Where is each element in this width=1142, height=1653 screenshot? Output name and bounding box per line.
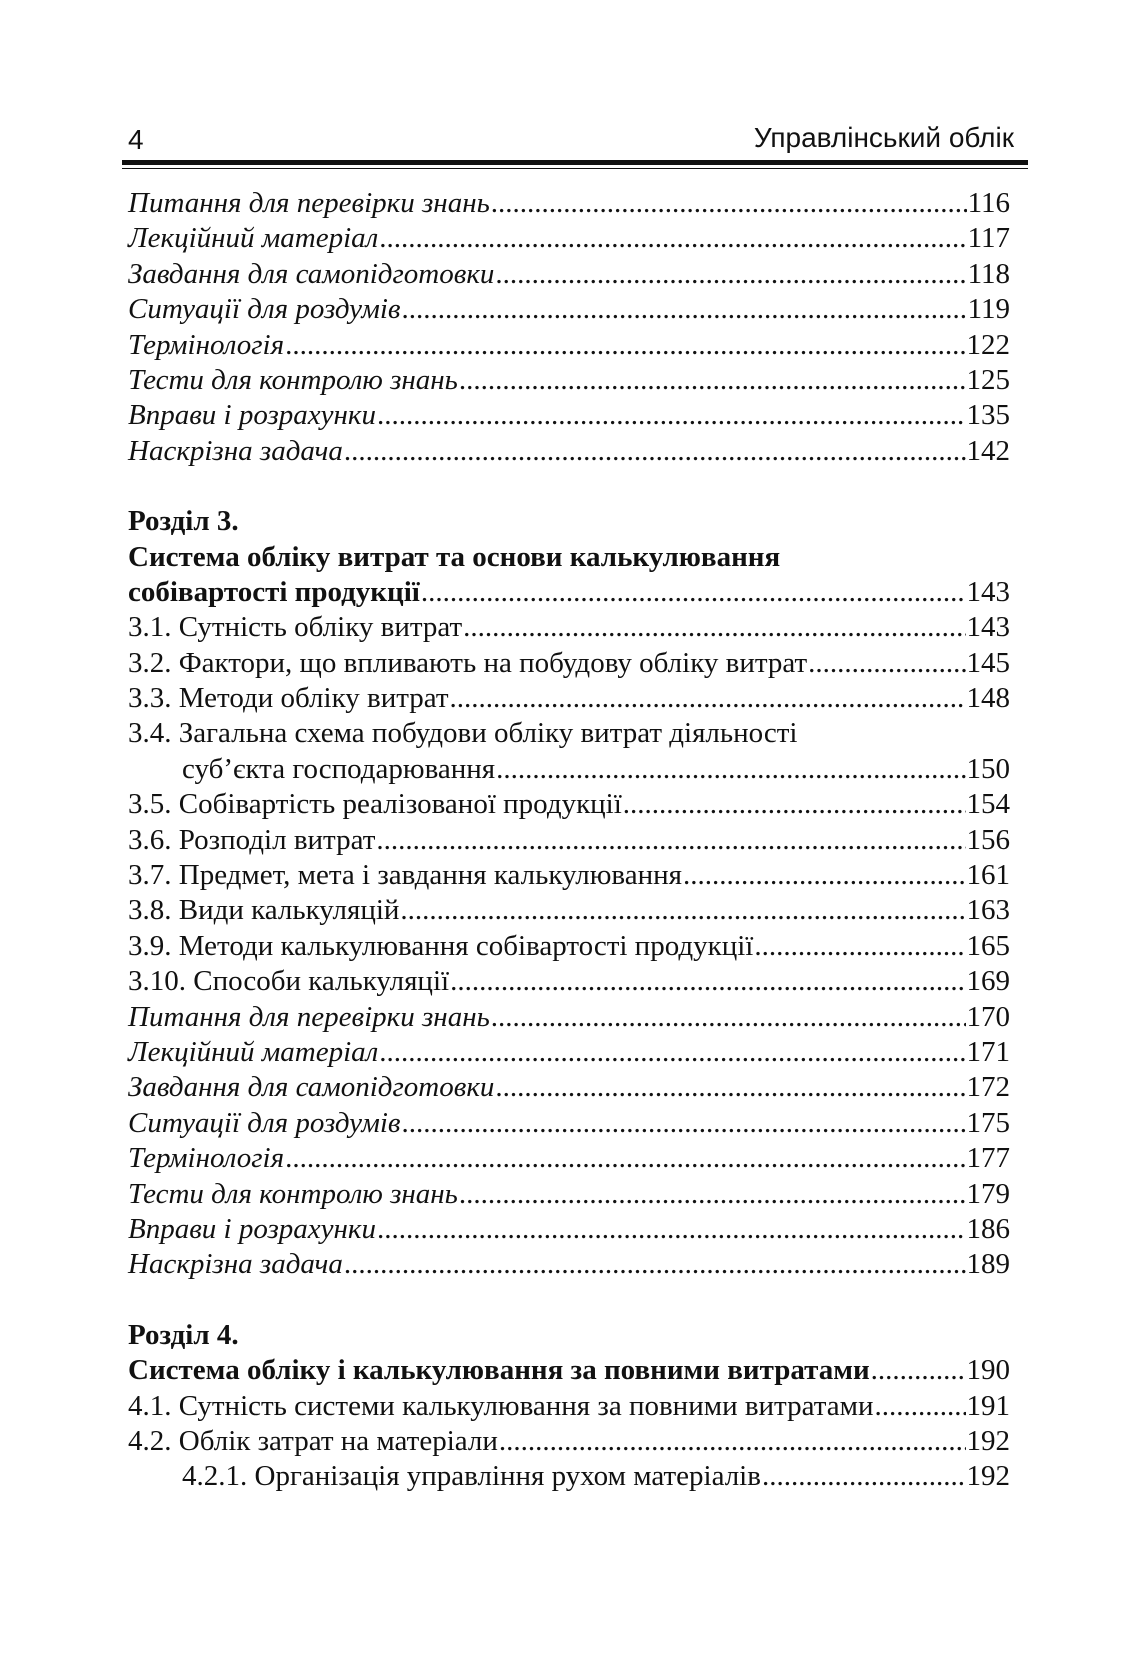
toc-entry[interactable] (128, 681, 1010, 716)
toc-entry-title: Ситуації для роздумів (128, 1106, 401, 1139)
toc-entry-page: 169 (966, 965, 1010, 998)
toc-entry-title: Лекційний матеріал (128, 222, 379, 255)
toc-subentry[interactable] (128, 1459, 1010, 1494)
dot-leader (400, 893, 965, 928)
table-of-contents (128, 186, 1010, 1495)
dot-leader (762, 1459, 966, 1494)
dot-leader (874, 1389, 965, 1424)
page-number: 4 (128, 124, 144, 155)
toc-entry-page: 177 (966, 1142, 1010, 1175)
toc-entry[interactable] (128, 1035, 1010, 1070)
toc-entry-page: 145 (966, 646, 1010, 679)
toc-entry[interactable] (128, 1106, 1010, 1141)
toc-entry-page: 143 (966, 611, 1010, 644)
toc-entry-page: 148 (966, 682, 1010, 715)
toc-entry[interactable] (128, 787, 1010, 822)
toc-entry-title: суб’єкта господарювання (182, 752, 496, 785)
dot-leader (401, 1106, 965, 1141)
toc-entry[interactable] (128, 1389, 1010, 1424)
toc-entry-title: Наскрізна задача (128, 1248, 343, 1281)
toc-entry-title: Наскрізна задача (128, 434, 343, 467)
section-4-title[interactable] (128, 1353, 1010, 1388)
toc-entry-title: Термінологія (128, 1142, 285, 1175)
toc-entry-title: Питання для перевірки знань (128, 1000, 490, 1033)
dot-leader (401, 292, 966, 327)
toc-entry-title: Тести для контролю знань (128, 363, 458, 396)
toc-entry-page: 186 (966, 1212, 1010, 1245)
dot-leader (491, 1000, 966, 1035)
toc-entry-page: 117 (967, 222, 1010, 255)
toc-entry[interactable] (128, 858, 1010, 893)
toc-entry-title: Система обліку і калькулювання за повними витратами (128, 1354, 870, 1387)
section-4-label: Розділ 4. (128, 1318, 239, 1351)
toc-entry-page: 190 (966, 1354, 1010, 1387)
toc-entry[interactable] (128, 1247, 1010, 1282)
toc-entry[interactable] (128, 929, 1010, 964)
toc-entry-page: 171 (966, 1035, 1010, 1068)
toc-entry-title: Лекційний матеріал (128, 1035, 379, 1068)
toc-entry-title: Завдання для самопідготовки (128, 1071, 495, 1104)
toc-entry-title: Ситуації для роздумів (128, 293, 401, 326)
toc-entry-title: Вправи і розрахунки (128, 1212, 376, 1245)
toc-entry-page: 163 (966, 894, 1010, 927)
toc-entry-page: 142 (966, 434, 1010, 467)
dot-leader (376, 823, 965, 858)
dot-leader (379, 1035, 965, 1070)
toc-entry-title: 4.2. Облік затрат на матеріали (128, 1424, 498, 1457)
toc-entry-page: 175 (966, 1106, 1010, 1139)
toc-entry-page: 116 (967, 187, 1010, 219)
header-rule-thick (122, 160, 1028, 165)
toc-entry[interactable] (128, 964, 1010, 999)
dot-leader (491, 186, 967, 221)
toc-entry[interactable] (128, 823, 1010, 858)
section-3-label: Розділ 3. (128, 505, 239, 538)
toc-entry[interactable] (128, 257, 1010, 292)
dot-leader (285, 1141, 965, 1176)
toc-entry-page: 125 (966, 363, 1010, 396)
toc-entry-title: собівартості продукції (128, 575, 420, 608)
toc-entry-page: 143 (966, 575, 1010, 608)
toc-entry-title: Термінологія (128, 328, 285, 361)
toc-entry-title: 4.1. Сутність системи калькулювання за повними витратами (128, 1389, 874, 1422)
toc-entry-page: 189 (966, 1248, 1010, 1281)
toc-entry-page: 170 (966, 1000, 1010, 1033)
toc-entry-title: Тести для контролю знань (128, 1177, 458, 1210)
section-gap (128, 469, 1010, 504)
dot-leader (459, 1177, 966, 1212)
dot-leader (871, 1353, 966, 1388)
toc-entry-title: Вправи і розрахунки (128, 399, 376, 432)
toc-entry-page: 161 (966, 859, 1010, 892)
toc-entry[interactable] (128, 610, 1010, 645)
toc-entry[interactable] (128, 186, 1010, 221)
toc-entry-page: 154 (966, 788, 1010, 821)
toc-entry-page: 135 (966, 399, 1010, 432)
dot-leader (377, 398, 966, 433)
toc-entry[interactable] (128, 363, 1010, 398)
toc-entry[interactable] (128, 434, 1010, 469)
toc-entry-page: 179 (966, 1177, 1010, 1210)
toc-entry[interactable] (128, 1000, 1010, 1035)
toc-entry-3-4-line2[interactable] (128, 752, 1010, 787)
toc-entry-title: 3.3. Методи обліку витрат (128, 682, 449, 715)
toc-entry[interactable] (128, 398, 1010, 433)
dot-leader (496, 752, 965, 787)
toc-entry[interactable] (128, 646, 1010, 681)
dot-leader (754, 929, 965, 964)
dot-leader (495, 257, 966, 292)
toc-entry[interactable] (128, 1070, 1010, 1105)
dot-leader (421, 575, 966, 610)
toc-entry[interactable] (128, 328, 1010, 363)
dot-leader (463, 610, 965, 645)
toc-entry-page: 150 (966, 752, 1010, 785)
toc-entry[interactable] (128, 292, 1010, 327)
dot-leader (285, 328, 965, 363)
toc-entry-title: 3.6. Розподіл витрат (128, 823, 376, 856)
dot-leader (450, 681, 966, 716)
toc-entry-page: 156 (966, 823, 1010, 856)
section-3-title[interactable]: Система обліку витрат та основи калькулювання (128, 540, 781, 573)
dot-leader (379, 221, 966, 256)
toc-entry-title: 3.8. Види калькуляцій (128, 894, 400, 927)
dot-leader (377, 1212, 966, 1247)
toc-entry[interactable] (128, 1212, 1010, 1247)
toc-entry[interactable] (128, 1141, 1010, 1176)
page-header (122, 118, 1026, 158)
section-gap (128, 1283, 1010, 1318)
toc-entry[interactable] (128, 1177, 1010, 1212)
toc-entry[interactable] (128, 221, 1010, 256)
dot-leader (459, 363, 966, 398)
toc-entry-title: Завдання для самопідготовки (128, 257, 495, 290)
toc-entry-page: 122 (966, 328, 1010, 361)
toc-entry-page: 119 (967, 293, 1010, 326)
dot-leader (623, 787, 966, 822)
toc-entry-page: 118 (967, 257, 1010, 290)
toc-entry-title: 3.7. Предмет, мета і завдання калькулювання (128, 859, 682, 892)
toc-entry-3-4-line1[interactable]: 3.4. Загальна схема побудови обліку витрат діяльності (128, 717, 798, 750)
toc-entry-title: 3.2. Фактори, що впливають на побудову обліку витрат (128, 646, 808, 679)
toc-entry-page: 165 (966, 929, 1010, 962)
toc-entry-title: Питання для перевірки знань (128, 187, 490, 219)
toc-entry-page: 192 (966, 1424, 1010, 1457)
toc-entry-title: 3.5. Собівартість реалізованої продукції (128, 788, 622, 821)
dot-leader (808, 646, 965, 681)
toc-entry-title: 3.1. Сутність обліку витрат (128, 611, 463, 644)
section-3-title-continued[interactable] (128, 575, 1010, 610)
toc-entry-page: 191 (966, 1389, 1010, 1422)
toc-entry-page: 192 (966, 1460, 1010, 1493)
dot-leader (499, 1424, 966, 1459)
toc-entry-title: 3.9. Методи калькулювання собівартості продукції (128, 929, 754, 962)
dot-leader (344, 434, 966, 469)
toc-entry-title: 4.2.1. Організація управління рухом матеріалів (182, 1460, 761, 1493)
dot-leader (344, 1247, 966, 1282)
toc-entry[interactable] (128, 1424, 1010, 1459)
dot-leader (683, 858, 966, 893)
dot-leader (495, 1070, 965, 1105)
toc-entry[interactable] (128, 893, 1010, 928)
toc-entry-page: 172 (966, 1071, 1010, 1104)
toc-entry-title: 3.10. Способи калькуляції (128, 965, 450, 998)
header-rule-thin (122, 168, 1028, 169)
dot-leader (450, 964, 965, 999)
running-title: Управлінський облік (753, 122, 1014, 153)
